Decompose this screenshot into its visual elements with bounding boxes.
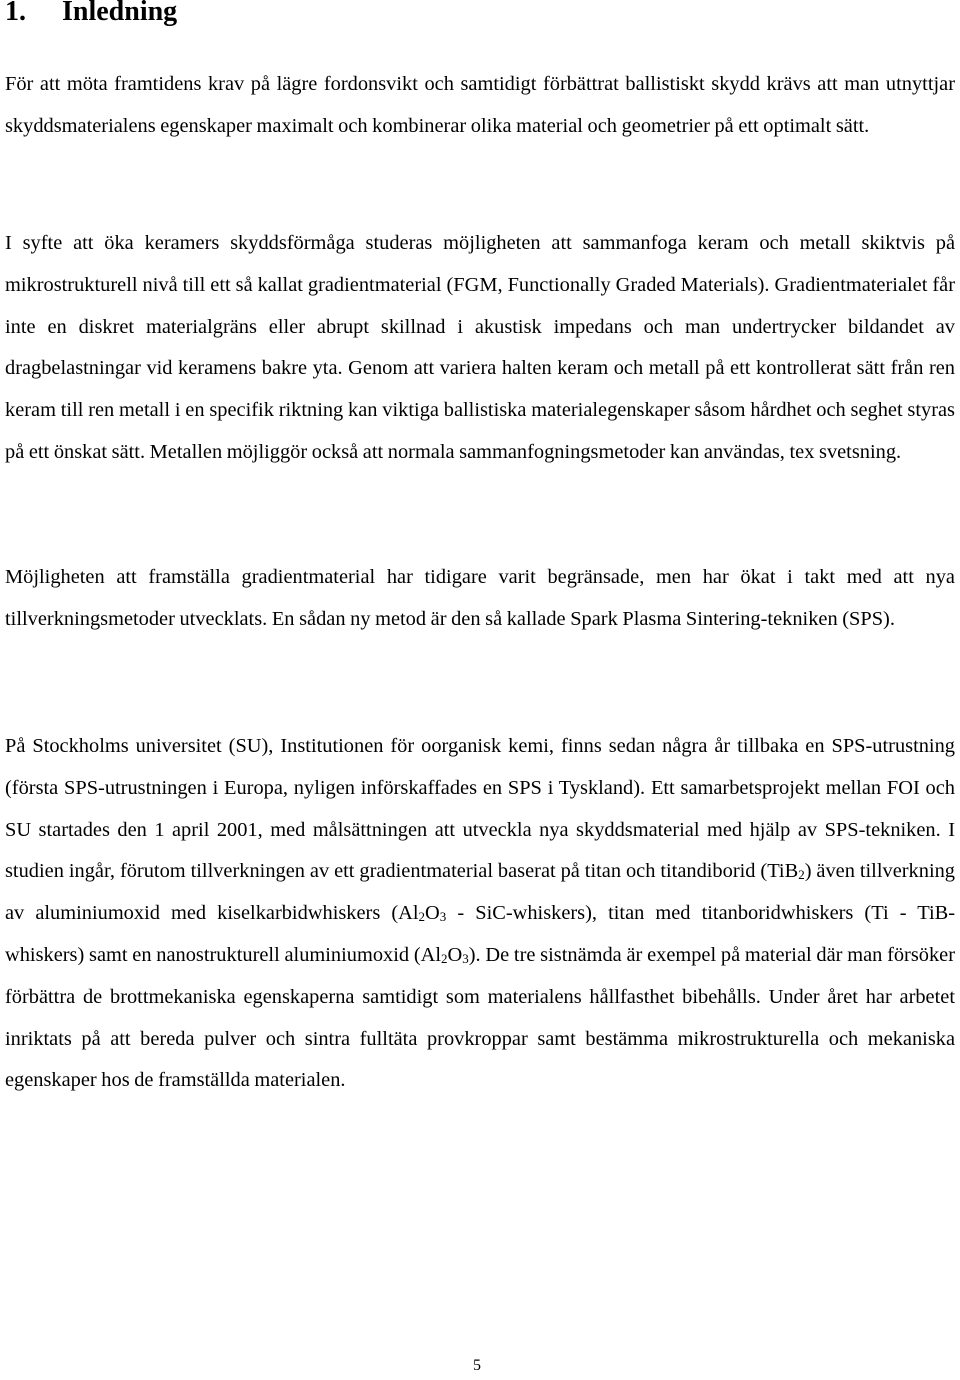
subscript: 2 (798, 867, 805, 883)
paragraph-4-text: ). De tre sistnämda är exempel på material där man försöker förbättra de brottmekaniska egenskaperna samtidigt som materialens hållfasthet bibehålls. Under året har arbetet inriktats på att bereda pulver och sintra fulltäta provkroppar samt bestämma mikrostrukturella och mekaniska egenskaper hos de framställda materialen. (5, 943, 956, 1092)
paragraph-4-text: På Stockholms universitet (SU), Institutionen för oorganisk kemi, finns sedan några år tillbaka en SPS-utrustning (första SPS-utrustningen i Europa, nyligen införskaffades en SPS i Tyskland). Ett samarbetsprojekt mellan FOI och SU startades den 1 april 2001, med målsättningen att utveckla nya skyddsmaterial med hjälp av SPS-tekniken. I studien ingår, förutom tillverkningen av ett gradientmaterial baserat på titan och titandiborid (TiB (5, 735, 955, 883)
subscript: 2 (418, 909, 426, 925)
paragraph-4-text: O (447, 943, 463, 966)
section-number: 1. (5, 0, 26, 27)
paragraph-1: För att möta framtidens krav på lägre fordonsvikt och samtidigt förbättrat ballistiskt skydd krävs att man utnyttjar skyddsmaterialens egenskaper maximalt och kombinerar olika material och geometrier på ett optimalt sätt. (5, 73, 955, 137)
paragraph-4-text: O (425, 902, 440, 925)
section-title: Inledning (62, 0, 178, 27)
subscript: 3 (439, 909, 447, 925)
paragraph-4 (5, 726, 955, 1102)
subscript: 3 (462, 950, 469, 966)
section-heading (5, 0, 177, 32)
subscript: 2 (441, 950, 448, 966)
page-number: 5 (473, 1357, 481, 1374)
paragraph-4-text: - SiC-whiskers), titan med titanboridwhiskers (Ti - TiB-whiskers) samt en nanostrukturell aluminiumoxid (Al (5, 902, 955, 966)
paragraph-3: Möjligheten att framställa gradientmaterial har tidigare varit begränsade, men har ökat i takt med att nya tillverkningsmetoder utvecklats. En sådan ny metod är den så kallade Spark Plasma Sintering-tekniken (SPS). (5, 566, 955, 630)
paragraph-2: I syfte att öka keramers skyddsförmåga studeras möjligheten att sammanfoga keram och metall skiktvis på mikrostrukturell nivå till ett så kallat gradientmaterial (FGM, Functionally Graded Materials). Gradientmaterialet får inte en diskret materialgräns eller abrupt skillnad i akustisk impedans och man undertrycker bildandet av dragbelastningar vid keramens bakre yta. Genom att variera halten keram och metall på ett kontrollerat sätt från ren keram till ren metall i en specifik riktning kan viktiga ballistiska materialegenskaper såsom hårdhet och seghet styras på ett önskat sätt. Metallen möjliggör också att normala sammanfogningsmetoder kan användas, tex svetsning. (5, 232, 955, 463)
paragraph-4-text: ) även tillverkning av aluminiumoxid med kiselkarbidwhiskers (Al (5, 860, 955, 925)
